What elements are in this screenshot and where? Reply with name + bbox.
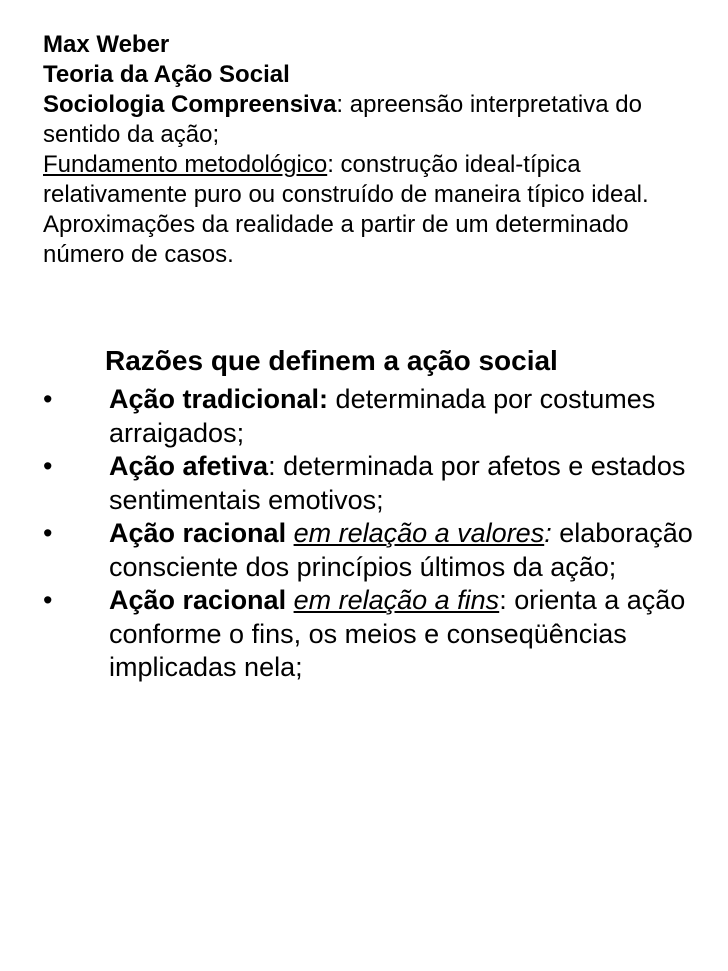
item-text: orienta a ação conforme o fins, os meios e conseqüências implicadas nela; [109, 585, 686, 682]
item-qualifier-punct: : [499, 585, 507, 615]
item-qualifier-punct: : [544, 518, 552, 548]
item-term: Ação racional [109, 585, 294, 615]
sociology-definition [43, 90, 703, 150]
list-item [43, 517, 703, 584]
author-name: Max Weber [43, 31, 170, 58]
intro-block [43, 30, 703, 270]
list-item [43, 383, 703, 450]
bullet-icon: • [43, 585, 53, 615]
theory-title: Teoria da Ação Social [43, 61, 290, 88]
list-item [43, 450, 703, 517]
item-term: Ação tradicional: [109, 384, 329, 414]
foundation-definition [43, 150, 703, 270]
item-text: : determinada por afetos e estados sentimentais emotivos; [109, 451, 686, 515]
bullet-list [43, 383, 703, 685]
foundation-text: : construção ideal-típica relativamente puro ou construído de maneira típico ideal. Aproximações da realidade a partir de um determinado número de casos. [43, 151, 649, 268]
item-qualifier: em relação a fins [293, 585, 500, 615]
item-qualifier: em relação a valores [293, 518, 545, 548]
item-term: Ação racional [109, 518, 294, 548]
sociology-text: : apreensão interpretativa do sentido da ação; [43, 91, 642, 148]
foundation-term: Fundamento metodológico [43, 151, 328, 178]
bullet-icon: • [43, 451, 53, 481]
list-item [43, 584, 703, 685]
item-text: elaboração consciente dos princípios últimos da ação; [109, 518, 693, 582]
bullet-icon: • [43, 518, 53, 548]
item-text: determinada por costumes arraigados; [109, 384, 656, 448]
section-heading: Razões que definem a ação social [105, 345, 558, 376]
bullet-icon: • [43, 384, 53, 414]
sociology-term: Sociologia Compreensiva [43, 91, 337, 118]
item-term: Ação afetiva [109, 451, 269, 481]
